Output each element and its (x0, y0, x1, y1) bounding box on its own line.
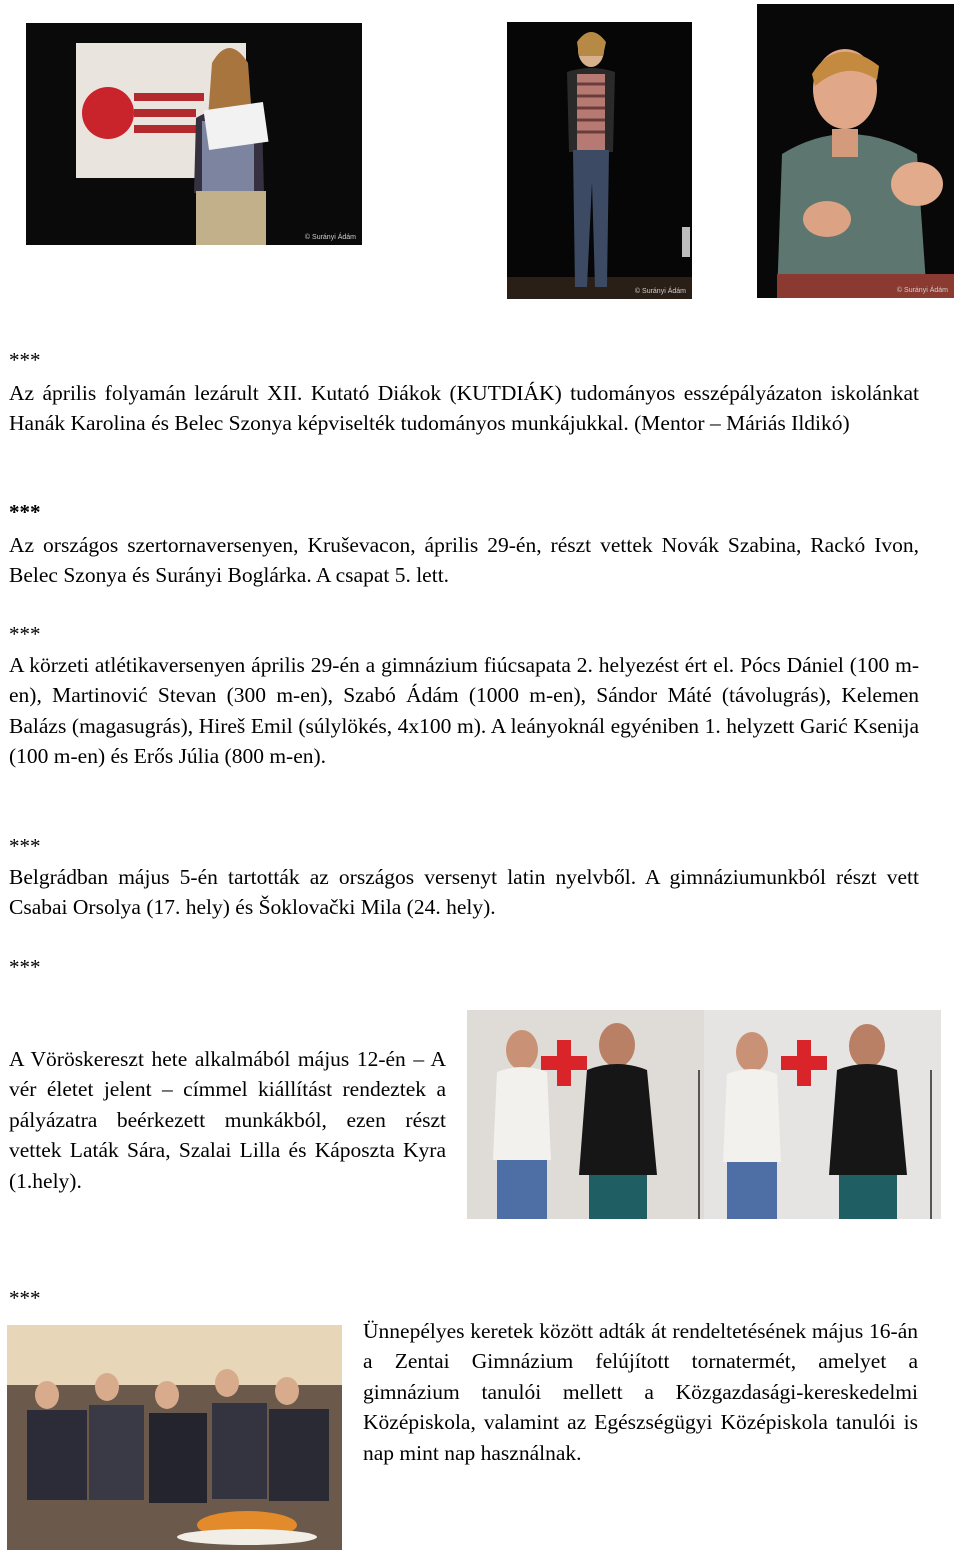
section-separator: *** (9, 834, 41, 858)
section-separator: *** (9, 500, 41, 524)
photo-girl-reading-image (26, 23, 362, 245)
photo-gym-opening-audience-image (7, 1325, 342, 1550)
article-atletika: A körzeti atlétikaversenyen április 29-én a gimnázium fiúcsapata 2. helyezést ért el. Pócs Dániel (100 m-en), Martinović Stevan (300 m-en), Szabó Ádám (1000 m-en), Sándor Máté (távolugrás), Kelemen Balázs (magasugrás), Hireš Emil (súlylökés, 4x100 m). A leányoknál egyéniben 1. helyzett Garić Ksenija (100 m-en) és Erős Júlia (800 m-en). (9, 653, 919, 769)
photo-boy-speaking-image (757, 4, 954, 298)
photo-credit: © Surányi Ádám (634, 288, 686, 295)
section-separator: *** (9, 955, 41, 979)
section-separator: *** (9, 348, 41, 372)
article-szertorna: Az országos szertornaversenyen, Kruševacon, április 29-én, részt vettek Novák Szabina, Rackó Ivon, Belec Szonya és Surányi Boglárka. A csapat 5. lett. (9, 533, 919, 588)
photo-red-cross-exhibition (467, 1010, 941, 1219)
photo-girl-standing-image (507, 22, 692, 299)
photo-red-cross-exhibition-image (467, 1010, 941, 1219)
photo-girl-standing (507, 22, 692, 299)
photo-credit: © Surányi Ádám (896, 287, 948, 294)
article-kutdiak: Az április folyamán lezárult XII. Kutató Diákok (KUTDIÁK) tudományos esszépályázaton iskolánkat Hanák Karolina és Belec Szonya képviselték tudományos munkájukkal. (Mentor – Máriás Ildikó) (9, 381, 919, 436)
article-tornaterem-atadas: Ünnepélyes keretek között adták át rendeltetésének május 16-án a Zentai Gimnázium felújított tornatermét, amelyet a gimnázium tanulói mellett a Közgazdasági-kereskedelmi Középiskola, valamint az Egészségügyi Középiskola tanulói is nap mint nap használnak. (363, 1319, 918, 1465)
section-separator: *** (9, 1286, 41, 1310)
article-voroskereszt: A Vöröskereszt hete alkalmából május 12-én – A vér életet jelent – címmel kiállítást rendeztek a pályázatra beérkezett munkákból, ezen részt vettek Laták Sára, Szalai Lilla és Káposzta Kyra (1.hely). (9, 1047, 446, 1193)
photo-credit: © Surányi Ádám (304, 234, 356, 241)
article-latin-verseny: Belgrádban május 5-én tartották az országos versenyt latin nyelvből. A gimnáziumunkból részt vett Csabai Orsolya (17. hely) és Šoklovački Mila (24. hely). (9, 865, 919, 920)
photo-boy-speaking (757, 4, 954, 298)
section-separator: *** (9, 622, 41, 646)
photo-girl-reading (26, 23, 362, 245)
photo-gym-opening-audience (7, 1325, 342, 1550)
